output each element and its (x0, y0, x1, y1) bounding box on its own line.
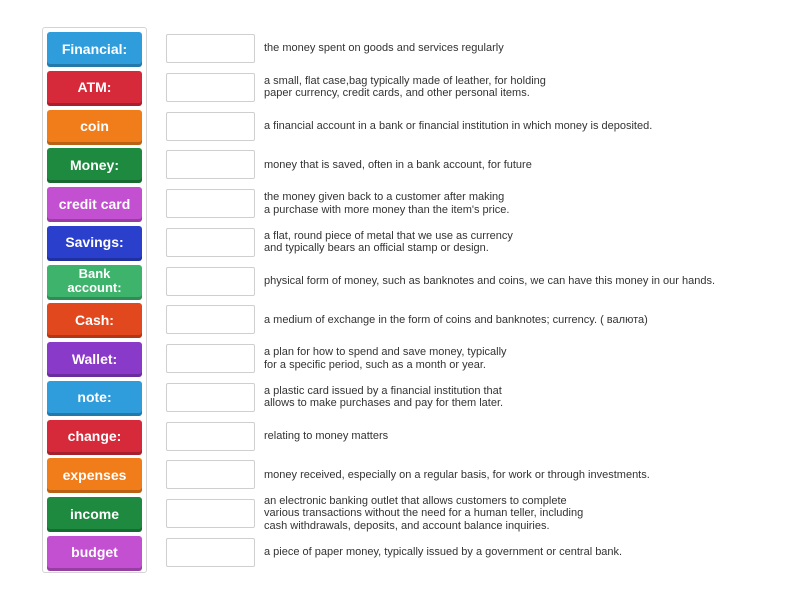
definition-text: physical form of money, such as banknotes and coins, we can have this money in our hands. (264, 274, 716, 287)
answer-drop-zone[interactable] (166, 112, 255, 141)
definition-text: a flat, round piece of metal that we use as currency and typically bears an official stamp or design. (264, 229, 513, 255)
definition-text: a financial account in a bank or financial institution in which money is deposited. (264, 119, 653, 132)
answer-drop-zone[interactable] (166, 150, 255, 179)
definition-text: a plastic card issued by a financial institution that allows to make purchases and pay for them later. (264, 384, 504, 410)
definition-text: money that is saved, often in a bank account, for future (264, 158, 532, 171)
match-row (166, 228, 786, 267)
definition-text: money received, especially on a regular basis, for work or through investments. (264, 468, 650, 481)
answer-drop-zone[interactable] (166, 538, 255, 567)
match-row (166, 267, 786, 306)
match-rows (166, 34, 786, 577)
match-row (166, 34, 786, 73)
answer-drop-zone[interactable] (166, 460, 255, 489)
match-row (166, 150, 786, 189)
term-tile-coin[interactable]: coin (47, 110, 142, 145)
definition-text: an electronic banking outlet that allows customers to complete various transactions without the need for a human teller, including cash withdrawals, deposits, and account balance inquiries. (264, 494, 584, 532)
match-row (166, 189, 786, 228)
answer-drop-zone[interactable] (166, 73, 255, 102)
answer-drop-zone[interactable] (166, 305, 255, 334)
term-tile-budget[interactable]: budget (47, 536, 142, 571)
definition-text: a plan for how to spend and save money, typically for a specific period, such as a month or year. (264, 346, 507, 371)
match-row (166, 460, 786, 499)
term-bank-panel (42, 27, 147, 573)
answer-drop-zone[interactable] (166, 228, 255, 257)
term-tile-income[interactable]: income (47, 497, 142, 532)
match-row (166, 494, 786, 538)
term-tile-note[interactable]: note: (47, 381, 142, 416)
term-tile-savings[interactable]: Savings: (47, 226, 142, 261)
definition-text: the money spent on goods and services regularly (264, 42, 504, 55)
match-row (166, 344, 786, 383)
answer-drop-zone[interactable] (166, 383, 255, 412)
term-tile-change[interactable]: change: (47, 420, 142, 455)
match-row (166, 383, 786, 422)
match-row (166, 305, 786, 344)
term-tile-cash[interactable]: Cash: (47, 303, 142, 338)
answer-drop-zone[interactable] (166, 499, 255, 528)
definition-text: a medium of exchange in the form of coins and banknotes; currency. ( валюта) (264, 313, 648, 326)
term-tile-money[interactable]: Money: (47, 148, 142, 183)
match-row (166, 422, 786, 461)
match-row (166, 73, 786, 112)
term-tile-financial[interactable]: Financial: (47, 32, 142, 67)
definition-text: relating to money matters (264, 429, 389, 442)
term-tile-credit-card[interactable]: credit card (47, 187, 142, 222)
match-row (166, 112, 786, 151)
definition-text: the money given back to a customer after making a purchase with more money than the item's price. (264, 191, 510, 216)
answer-drop-zone[interactable] (166, 344, 255, 373)
definition-text: a piece of paper money, typically issued by a government or central bank. (264, 546, 623, 559)
answer-drop-zone[interactable] (166, 189, 255, 218)
answer-drop-zone[interactable] (166, 34, 255, 63)
term-tile-bank-account[interactable]: Bank account: (47, 265, 142, 300)
definition-text: a small, flat case,bag typically made of leather, for holding paper currency, credit cards, and other personal items. (264, 74, 546, 100)
answer-drop-zone[interactable] (166, 267, 255, 296)
term-tile-expenses[interactable]: expenses (47, 458, 142, 493)
term-tile-atm[interactable]: ATM: (47, 71, 142, 106)
match-row (166, 538, 786, 577)
term-list (47, 32, 142, 575)
answer-drop-zone[interactable] (166, 422, 255, 451)
term-tile-wallet[interactable]: Wallet: (47, 342, 142, 377)
